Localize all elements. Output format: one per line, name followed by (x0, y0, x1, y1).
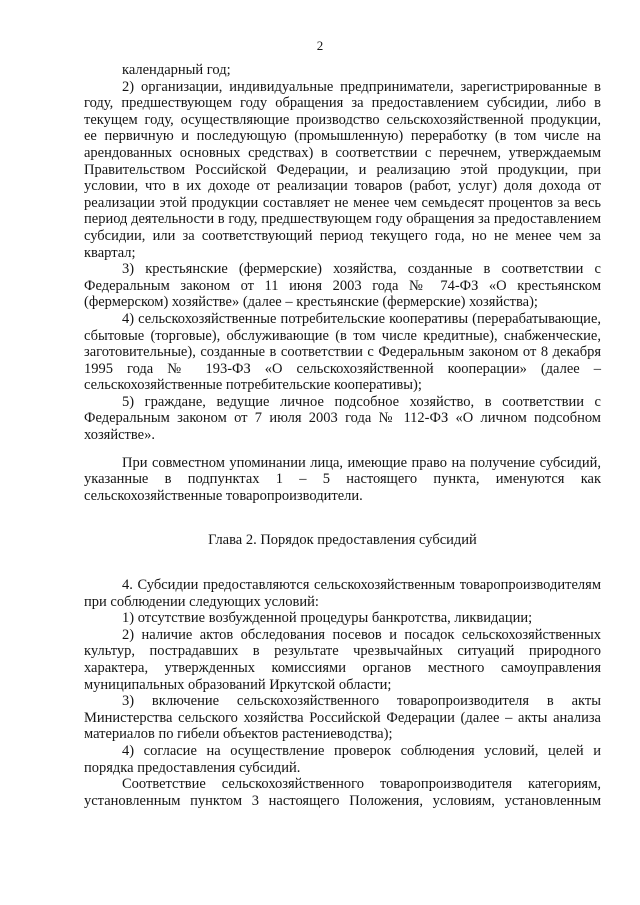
paragraph: 5) граждане, ведущие личное подсобное хозяйство, в соответствии с Федеральным законом от 7 июля 2003 года № 112-ФЗ «О личном подсобном хозяйстве». (84, 393, 601, 444)
paragraph: 3) крестьянские (фермерские) хозяйства, созданные в соответствии с Федеральным законом от 11 июня 2003 года № 74-ФЗ «О крестьянском (фермерском) хозяйстве» (далее – крестьянские (фермерские) хозяйства); (84, 261, 601, 311)
section-before-chapter (84, 62, 601, 504)
paragraph: Соответствие сельскохозяйственного товаропроизводителя категориям, установленным пунктом 3 настоящего Положения, условиям, установленным (84, 776, 601, 809)
page-number: 2 (316, 38, 324, 53)
paragraph: 4) сельскохозяйственные потребительские кооперативы (перерабатывающие, сбытовые (торговые), обслуживающие (в том числе кредитные), снабженческие, заготовительные), созданные в соответствии с Федеральным законом от 8 декабря 1995 года № 193-ФЗ «О сельскохозяйственной кооперации» (далее – сельскохозяйственные потребительские кооперативы); (84, 310, 601, 394)
paragraph: 2) наличие актов обследования посевов и посадок сельскохозяйственных культур, пострадавших в результате чрезвычайных ситуаций природного характера, утвержденных комиссиями органов местного самоуправления муниципальных образований Иркутской области; (84, 626, 601, 693)
document-body (84, 62, 601, 809)
paragraph: При совместном упоминании лица, имеющие право на получение субсидий, указанные в подпунктах 1 – 5 настоящего пункта, именуются как сельскохозяйственные товаропроизводители. (84, 454, 601, 504)
paragraph: 1) отсутствие возбужденной процедуры банкротства, ликвидации; (122, 610, 533, 627)
paragraph: 4. Субсидии предоставляются сельскохозяйственным товаропроизводителям при соблюдении следующих условий: (84, 577, 601, 610)
chapter-title: Глава 2. Порядок предоставления субсидий (208, 532, 477, 549)
section-chapter-2 (84, 577, 601, 809)
paragraph: 2) организации, индивидуальные предприниматели, зарегистрированные в году, предшествующем году обращения за предоставлением субсидии, либо в текущем году, осуществляющие производство сельскохозяйственной продукции, ее первичную и последующую (промышленную) переработку (в том числе на арендованных основных средствах) в соответствии с перечнем, утверждаемым Правительством Российской Федерации, и реализацию этой продукции, при условии, что в их доходе от реализации товаров (работ, услуг) доля дохода от реализации этой продукции составляет не менее чем семьдесят процентов за весь период деятельности в году, предшествующем году обращения за предоставлением субсидии, или за соответствующий период текущего года, но не менее чем за квартал; (84, 78, 601, 261)
paragraph: 3) включение сельскохозяйственного товаропроизводителя в акты Министерства сельского хозяйства Российской Федерации (далее – акты анализа материалов по гибели объектов растениеводства); (84, 693, 601, 743)
paragraph: календарный год; (122, 62, 231, 78)
paragraph: 4) согласие на осуществление проверок соблюдения условий, целей и порядка предоставления субсидий. (84, 742, 601, 776)
